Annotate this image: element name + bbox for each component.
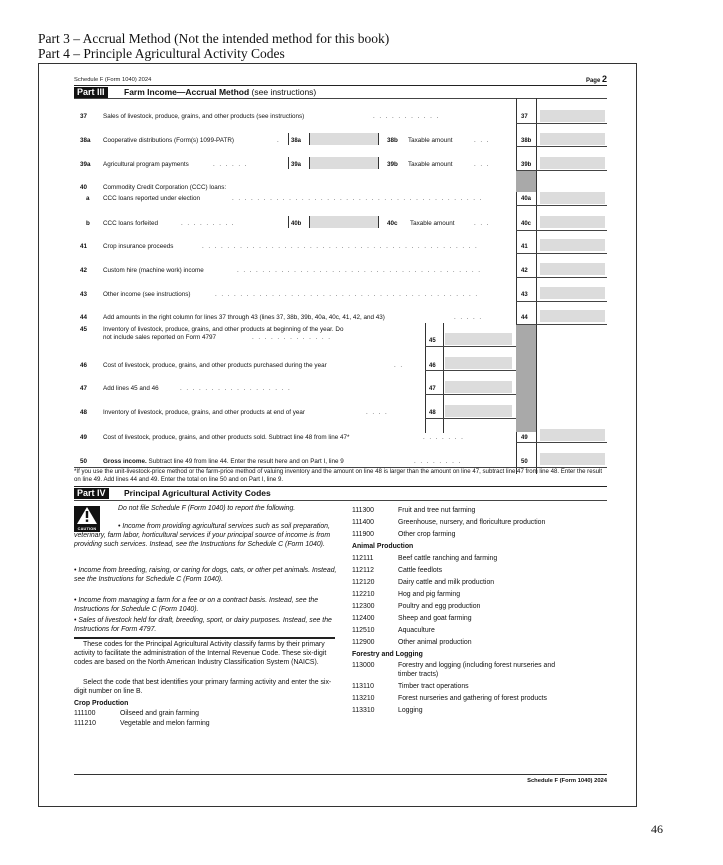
row-rule	[425, 418, 516, 419]
line-43-input[interactable]	[540, 287, 605, 299]
line-40b-input[interactable]	[310, 216, 378, 228]
leader-dots: ..	[394, 362, 407, 369]
line-40a-text: CCC loans reported under election	[103, 195, 200, 202]
code-description: Timber tract operations	[398, 683, 469, 690]
leader-dots: ........................................	[232, 195, 486, 202]
line-39a-text: Agricultural program payments	[103, 161, 189, 168]
box-39a-border	[288, 157, 289, 169]
leader-dots: ..........................................	[215, 291, 482, 298]
line-39b-text: Taxable amount	[408, 161, 453, 168]
line-49-input[interactable]	[540, 429, 605, 441]
line-40-number: 40	[80, 184, 88, 191]
code-description: Oilseed and grain farming	[120, 710, 199, 717]
line-50-bold-label: Gross income.	[103, 458, 147, 465]
code-value: 112400	[352, 615, 375, 622]
part4-intro-2: Select the code that best identifies your primary farming activity and enter the six-digit number on line B.	[74, 679, 332, 695]
code-value: 111300	[352, 507, 374, 514]
line-50-body: Subtract line 49 from line 44. Enter the result here and on Part I, line 9	[148, 458, 344, 465]
line-50-input[interactable]	[540, 453, 605, 465]
line-43-text: Other income (see instructions)	[103, 291, 191, 298]
line-47-number: 47	[80, 385, 88, 392]
row-rule	[516, 123, 607, 124]
code-value: 112210	[352, 591, 375, 598]
code-value: 112120	[352, 579, 375, 586]
part3-title-rule	[74, 98, 607, 99]
code-description: Other animal production	[398, 639, 472, 646]
box-39a-end	[378, 157, 379, 169]
line-38a-text: Cooperative distributions (Form(s) 1099-PATR)	[103, 137, 234, 144]
line-39a-input[interactable]	[310, 157, 378, 169]
line-46-box-label: 46	[429, 363, 436, 369]
line-47-box-label: 47	[429, 386, 436, 392]
part3-tag: Part III	[74, 87, 108, 98]
line-41-input[interactable]	[540, 239, 605, 251]
line-39a-number: 39a	[80, 161, 91, 168]
part4-tag: Part IV	[74, 488, 109, 499]
line-50-box-label: 50	[521, 459, 528, 465]
shaded-cell-40	[516, 170, 536, 192]
line-45-box-label: 45	[429, 338, 436, 344]
line-46-input[interactable]	[445, 357, 512, 369]
leader-dots: ...	[474, 137, 494, 144]
line-39b-box-label: 39b	[521, 162, 532, 168]
line-43-number: 43	[80, 291, 88, 298]
page-label-text: Page	[585, 78, 601, 84]
row-rule	[516, 205, 607, 206]
caution-item-1: • Income from providing agricultural services such as soil preparation, veterinary, farm labor, horticultural services if your principal source of income is from providing such services. Instead, see the Instructions for Schedule C (Form 1040).	[74, 523, 331, 548]
line-38b-input[interactable]	[540, 133, 605, 145]
schedule-header: Schedule F (Form 1040) 2024	[74, 77, 152, 83]
line-45-text-1: Inventory of livestock, produce, grains, and other products at beginning of the year. Do	[103, 326, 344, 333]
line-45-input[interactable]	[445, 333, 512, 345]
line-42-text: Custom hire (machine work) income	[103, 267, 204, 274]
line-41-text: Crop insurance proceeds	[103, 243, 174, 250]
code-value: 112300	[352, 603, 375, 610]
line-41-number: 41	[80, 243, 88, 250]
code-value: 111900	[352, 531, 374, 538]
line-40c-number: 40c	[387, 220, 398, 227]
line-48-text: Inventory of livestock, produce, grains, and other products at end of year	[103, 409, 305, 416]
caution-item-2: • Income from breeding, raising, or caring for dogs, cats, or other pet animals. Instead, see the Instructions for Schedule C (Form 1040).	[74, 567, 337, 583]
line-44-text: Add amounts in the right column for lines 37 through 43 (lines 37, 38b, 39b, 40a, 40c, 41, 42, and 43)	[103, 314, 385, 321]
category-crop-production: Crop Production	[74, 700, 129, 707]
code-value: 112900	[352, 639, 375, 646]
row-rule	[425, 394, 516, 395]
leader-dots: ...	[474, 161, 494, 168]
code-description: Other crop farming	[398, 531, 456, 538]
shaded-cell-45-48	[516, 325, 536, 432]
mid-col-border	[425, 323, 426, 433]
line-40b-box-label: 40b	[291, 221, 302, 227]
line-42-input[interactable]	[540, 263, 605, 275]
part4-title-rule	[74, 500, 607, 501]
line-37-input[interactable]	[540, 110, 605, 122]
code-description-cont: timber tracts)	[398, 671, 439, 678]
line-39a-box-label: 39a	[291, 162, 302, 168]
code-value: 111210	[74, 720, 96, 727]
line-40a-input[interactable]	[540, 192, 605, 204]
code-value: 113210	[352, 695, 375, 702]
code-description: Sheep and goat farming	[398, 615, 472, 622]
line-40a-number: a	[86, 195, 90, 202]
caution-label: CAUTION	[77, 527, 97, 531]
row-rule	[516, 170, 607, 171]
row-rule	[425, 370, 516, 371]
line-47-input[interactable]	[445, 381, 512, 393]
line-40-text: Commodity Credit Corporation (CCC) loans:	[103, 184, 227, 191]
line-38a-number: 38a	[80, 137, 91, 144]
leader-dots: .............	[252, 334, 335, 341]
page-number: 46	[651, 822, 663, 836]
code-value: 113310	[352, 707, 375, 714]
leader-dots: ..................	[180, 385, 295, 392]
code-value: 112510	[352, 627, 375, 634]
line-49-box-label: 49	[521, 435, 528, 441]
part4-left-column	[74, 506, 342, 736]
line-40c-text: Taxable amount	[410, 220, 455, 227]
code-value: 112112	[352, 567, 374, 574]
code-description: Forestry and logging (including forest nurseries and	[398, 662, 556, 669]
code-value: 111400	[352, 519, 374, 526]
part4-title: Principal Agricultural Activity Codes	[124, 488, 271, 498]
part4-right-column	[352, 507, 607, 737]
warning-triangle-icon	[77, 507, 97, 524]
box-40b-end	[378, 216, 379, 228]
leader-dots: ...........	[373, 113, 443, 120]
code-description: Logging	[398, 707, 423, 714]
line-48-input[interactable]	[445, 405, 512, 417]
line-40a-box-label: 40a	[521, 196, 532, 202]
line-50-text	[103, 458, 344, 466]
part3-title	[124, 87, 316, 98]
line-49-text: Cost of livestock, produce, grains, and other products sold. Subtract line 48 from line 47*	[103, 434, 350, 441]
line-48-number: 48	[80, 409, 88, 416]
line-48-box-label: 48	[429, 410, 436, 416]
code-description: Fruit and tree nut farming	[398, 507, 476, 514]
section-heading-part3: Part 3 – Accrual Method (Not the intended method for this book)	[38, 31, 390, 46]
line-40c-input[interactable]	[540, 216, 605, 228]
code-description: Aquaculture	[398, 627, 435, 634]
leader-dots: .......................................	[237, 267, 485, 274]
page-label	[586, 74, 607, 84]
footer-rule	[74, 774, 607, 775]
right-value-col-border	[536, 98, 537, 474]
line-38b-box-label: 38b	[521, 138, 532, 144]
line-38a-input[interactable]	[310, 133, 378, 145]
leader-dots: .......	[423, 434, 468, 441]
leader-dots: ......	[213, 161, 252, 168]
part3-title-note: (see instructions)	[251, 87, 317, 97]
line-47-text: Add lines 45 and 46	[103, 385, 159, 392]
row-rule	[516, 146, 607, 147]
code-description: Cattle feedlots	[398, 567, 443, 574]
line-40b-number: b	[86, 220, 90, 227]
leader-dots: .........	[181, 220, 239, 227]
line-39b-number: 39b	[387, 161, 398, 168]
line-41-box-label: 41	[521, 244, 528, 250]
line-40b-text: CCC loans forfeited	[103, 220, 158, 227]
row-rule	[516, 253, 607, 254]
line-44-input[interactable]	[540, 310, 605, 322]
line-42-number: 42	[80, 267, 88, 274]
line-40c-box-label: 40c	[521, 221, 532, 227]
row-rule	[516, 230, 607, 231]
code-description: Beef cattle ranching and farming	[398, 555, 498, 562]
line-45-text-2: not include sales reported on Form 4797	[103, 334, 217, 341]
box-38a-border	[288, 133, 289, 145]
code-description: Poultry and egg production	[398, 603, 481, 610]
code-value: 112111	[352, 555, 374, 562]
row-rule	[516, 324, 607, 325]
category-forestry-logging: Forestry and Logging	[352, 651, 423, 658]
code-description: Forest nurseries and gathering of forest products	[398, 695, 547, 702]
line-43-box-label: 43	[521, 292, 528, 298]
row-rule	[516, 301, 607, 302]
code-description: Greenhouse, nursery, and floriculture production	[398, 519, 546, 526]
leader-dots: ...	[474, 220, 494, 227]
leader-dots: .....	[454, 314, 486, 321]
leader-dots: ....	[366, 409, 392, 416]
leader-dots: .	[277, 137, 284, 144]
code-value: 111100	[74, 710, 96, 717]
leader-dots: ............................................	[202, 243, 482, 250]
line-38a-box-label: 38a	[291, 138, 302, 144]
row-rule	[516, 442, 607, 443]
caution-lead: Do not file Schedule F (Form 1040) to report the following.	[118, 505, 296, 512]
line-46-text: Cost of livestock, produce, grains, and other products purchased during the year	[103, 362, 327, 369]
line-38b-text: Taxable amount	[408, 137, 453, 144]
caution-item-4: • Sales of livestock held for draft, breeding, sport, or dairy purposes. Instead, see the Instructions for Form 4797.	[74, 617, 332, 633]
page-label-number: 2	[601, 74, 607, 84]
line-45-number: 45	[80, 326, 88, 333]
caution-item-3: • Income from managing a farm for a fee or on a contract basis. Instead, see the Instructions for Schedule C (Form 1040).	[74, 597, 319, 613]
row-rule	[425, 346, 516, 347]
line-44-number: 44	[80, 314, 88, 321]
code-description: Hog and pig farming	[398, 591, 461, 598]
line-49-number: 49	[80, 434, 88, 441]
line-39b-input[interactable]	[540, 157, 605, 169]
line-37-number: 37	[80, 113, 88, 120]
line-38b-number: 38b	[387, 137, 398, 144]
code-value: 113110	[352, 683, 374, 690]
code-description: Dairy cattle and milk production	[398, 579, 495, 586]
code-value: 113000	[352, 662, 375, 669]
line-50-number: 50	[80, 458, 88, 465]
line-46-number: 46	[80, 362, 88, 369]
part3-title-text: Farm Income—Accrual Method	[124, 87, 250, 97]
leader-dots: ........	[414, 458, 465, 465]
part4-intro-1: These codes for the Principal Agricultural Activity classify farms by their primary activity to facilitate the administration of the Internal Revenue Code. These six-digit codes are based on the North American Industry Classification System (NAICS).	[74, 641, 327, 666]
section-heading-part4: Part 4 – Principle Agricultural Activity Codes	[38, 46, 285, 61]
line-42-box-label: 42	[521, 268, 528, 274]
row-rule	[516, 277, 607, 278]
box-40b-border	[288, 216, 289, 228]
form-footer: Schedule F (Form 1040) 2024	[527, 778, 607, 784]
category-animal-production: Animal Production	[352, 543, 414, 550]
box-38a-end	[378, 133, 379, 145]
line-44-box-label: 44	[521, 315, 528, 321]
part3-footnote: *If you use the unit-livestock-price method or the farm-price method of valuing inventory and the amount on line 48 is larger than the amount on line 47, subtract line 47 from line 48. Enter the result on line 49. Add lines 44 and 49. Enter the total on line 50 and on Part I, line 9.	[74, 468, 603, 483]
caution-divider	[74, 637, 335, 639]
mid-col-divider	[443, 323, 444, 433]
line-37-box-label: 37	[521, 114, 528, 120]
line-37-text: Sales of livestock, produce, grains, and other products (see instructions)	[103, 113, 305, 120]
code-description: Vegetable and melon farming	[120, 720, 210, 727]
